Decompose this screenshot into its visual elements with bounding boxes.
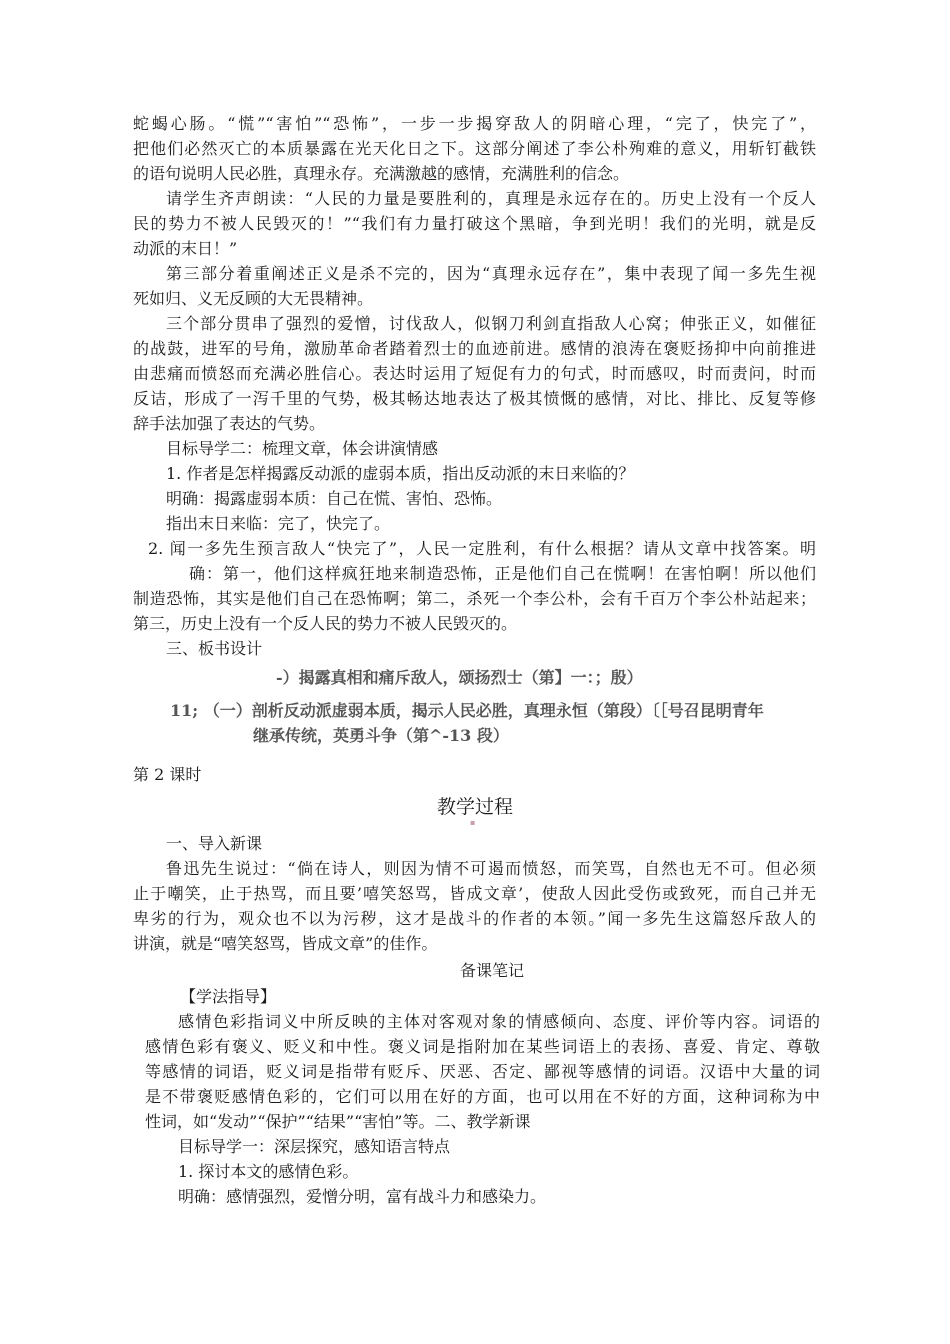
board-design-line: -）揭露真相和痛斥敌人，颂扬烈士（第】一：；殷） (276, 668, 643, 687)
answer-line: 指出末日来临：完了，快完了。 (166, 514, 391, 533)
paragraph-line: 蛇蝎心肠。“慌”“害怕”“恐怖”，一步一步揭穿敌人的阴暗心理，“完了，快完了”， (133, 114, 816, 133)
paragraph-line: 等感情的词语，贬义词是指带有贬斥、厌恶、否定、鄙视等感情的词语。汉语中大量的词 (145, 1062, 820, 1081)
paragraph-line: 感情色彩指词义中所反映的主体对客观对象的情感倾向、态度、评价等内容。词语的 (178, 1012, 820, 1031)
page-title: 教学过程 (437, 796, 514, 818)
paragraph-line: 的战鼓，进军的号角，激励革命者踏着烈士的血迹前进。感情的浪涛在褒贬扬抑中向前推进 (133, 339, 816, 358)
notes-heading: 备课笔记 (460, 961, 525, 980)
paragraph-line: 第三部分着重阐述正义是杀不完的，因为“真理永远存在”，集中表现了闻一多先生视 (166, 264, 816, 283)
paragraph-line: 三个部分贯串了强烈的爱憎，讨伐敌人，似钢刀利剑直指敌人心窝；伸张正义，如催征 (166, 314, 816, 333)
board-design-line: 继承传统，英勇斗争（第^-13 段） (253, 726, 509, 745)
answer-line: 第三，历史上没有一个反人民的势力不被人民毁灭的。 (133, 614, 518, 633)
method-guide-heading: 【学法指导】 (180, 987, 277, 1006)
paragraph-line: 把他们必然灭亡的本质暴露在光天化日之下。这部分阐述了李公朴殉难的意义，用斩钉截铁 (133, 139, 816, 158)
paragraph-line: 是不带褒贬感情色彩的，它们可以用在好的方面，也可以用在不好的方面，这种词称为中 (145, 1087, 820, 1106)
paragraph-line: 鲁迅先生说过：“倘在诗人，则因为情不可遏而愤怒，而笑骂，自然也无不可。但必须 (166, 859, 816, 878)
paragraph-line: 止于嘲笑，止于热骂，而且要’嘻笑怒骂，皆成文章’，使敌人因此受伤或致死，而自己并无 (133, 884, 816, 903)
section-heading: 三、板书设计 (166, 639, 263, 658)
small-mark: ▪ (470, 818, 476, 827)
answer-line: 明确：感情强烈，爱憎分明，富有战斗力和感染力。 (178, 1187, 547, 1206)
answer-line: 明确：揭露虚弱本质：自己在慌、害怕、恐怖。 (166, 489, 503, 508)
section-heading: 目标导学二：梳理文章，体会讲演情感 (166, 439, 439, 458)
question-item: 1. 探讨本文的感情色彩。 (178, 1162, 359, 1181)
question-item: 2. 闻一多先生预言敌人“快完了”，人民一定胜利，有什么根据？请从文章中找答案。明 (148, 539, 816, 558)
lesson-label: 第 2 课时 (133, 765, 202, 784)
answer-line: 确：第一，他们这样疯狂地来制造恐怖，正是他们自己在慌啊！在害怕啊！所以他们 (189, 564, 816, 583)
paragraph-line: 动派的末日！” (133, 239, 238, 258)
paragraph-line: 讲演，就是“嘻笑怒骂，皆成文章”的佳作。 (133, 934, 438, 953)
answer-line: 制造恐怖，其实是他们自己在恐怖啊；第二，杀死一个李公朴，会有千百万个李公朴站起来； (133, 589, 816, 608)
paragraph-line: 卑劣的行为，观众也不以为污秽，这才是战斗的作者的本领。”闻一多先生这篇怒斥敌人的 (133, 909, 816, 928)
question-item: 1. 作者是怎样揭露反动派的虚弱本质，指出反动派的末日来临的？ (166, 464, 635, 483)
board-design-line: 11; （一）剖析反动派虚弱本质，揭示人民必胜，真理永恒（第段）〔［号召昆明青年 (170, 701, 764, 720)
section-heading: 目标导学一：深层探究，感知语言特点 (178, 1137, 451, 1156)
paragraph-line: 死如归、义无反顾的大无畏精神。 (133, 289, 374, 308)
paragraph-line: 的语句说明人民必胜，真理永存。充满激越的感情，充满胜利的信念。 (133, 164, 630, 183)
paragraph-line: 反诘，形成了一泻千里的气势，极其畅达地表达了极其愤慨的感情，对比、排比、反复等修 (133, 389, 816, 408)
paragraph-line: 辞手法加强了表达的气势。 (133, 414, 326, 433)
paragraph-line: 由悲痛而愤怒而充满必胜信心。表达时运用了短促有力的句式，时而感叹，时而责问，时而 (133, 364, 816, 383)
section-heading: 一、导入新课 (166, 834, 263, 853)
paragraph-line: 感情色彩有褒义、贬义和中性。褒义词是指附加在某些词语上的表扬、喜爱、肯定、尊敬 (145, 1037, 820, 1056)
paragraph-line: 民的势力不被人民毁灭的！”“我们有力量打破这个黑暗，争到光明！我们的光明，就是反 (133, 214, 816, 233)
paragraph-line: 性词，如“发动”“保护”“结果”“害怕”等。二、教学新课 (145, 1112, 531, 1131)
paragraph-line: 请学生齐声朗读：“人民的力量是要胜利的，真理是永远存在的。历史上没有一个反人 (166, 189, 816, 208)
